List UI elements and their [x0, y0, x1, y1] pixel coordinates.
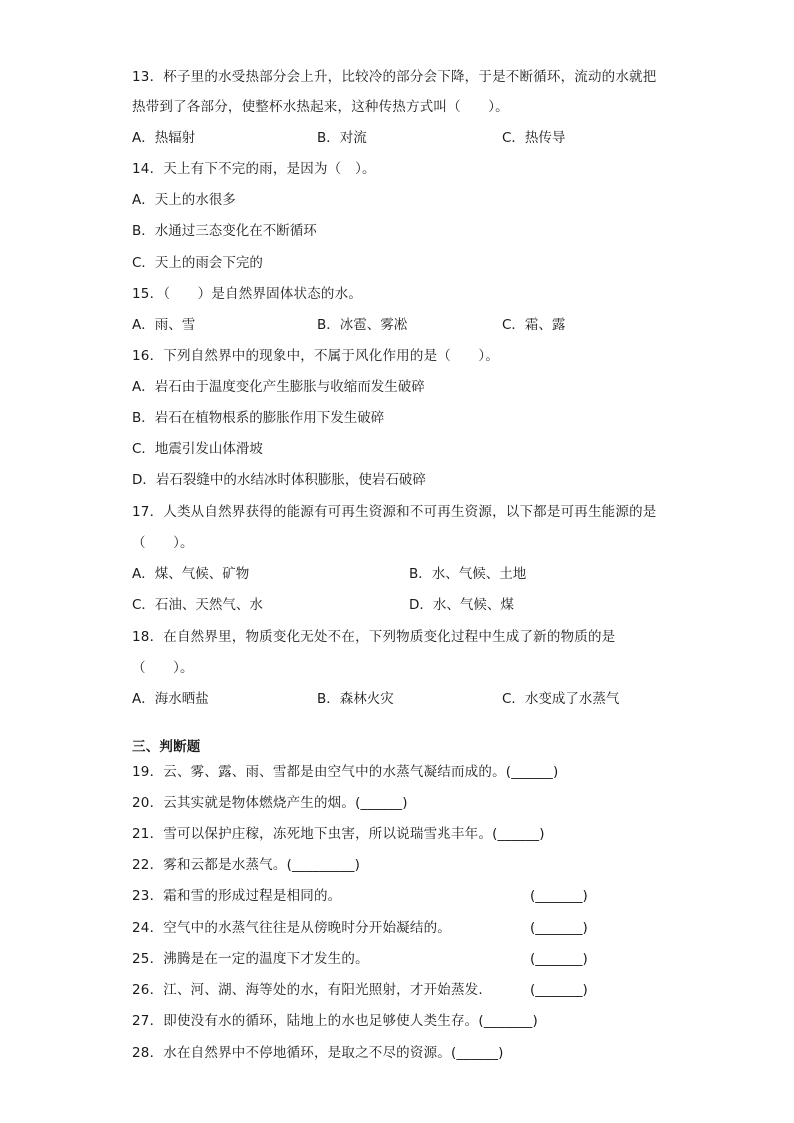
q15-option-c[interactable]: C．霜、露 [502, 317, 566, 333]
q15-option-a[interactable]: A．雨、雪 [132, 317, 196, 333]
q25-statement: 25．沸腾是在一定的温度下才发生的。 [132, 951, 369, 967]
q22-statement[interactable]: 22．雾和云都是水蒸气。(_________) [132, 857, 361, 873]
q16-option-c[interactable]: C．地震引发山体滑坡 [132, 441, 263, 457]
q16-option-b[interactable]: B．岩石在植物根系的膨胀作用下发生破碎 [132, 410, 385, 426]
q16-option-a[interactable]: A．岩石由于温度变化产生膨胀与收缩而发生破碎 [132, 379, 425, 395]
q13-option-c[interactable]: C．热传导 [502, 130, 566, 146]
q13-option-a[interactable]: A．热辐射 [132, 130, 196, 146]
q14-stem: 14．天上有下不完的雨，是因为（ ）。 [132, 161, 376, 177]
section-heading-judgment: 三、判断题 [132, 739, 201, 755]
q26-statement: 26．江、河、湖、海等处的水，有阳光照射，才开始蒸发. [132, 982, 483, 998]
q16-stem: 16．下列自然界中的现象中，不属于风化作用的是（ ）。 [132, 348, 500, 364]
q17-option-b[interactable]: B．水、气候、土地 [409, 566, 527, 582]
q20-statement[interactable]: 20．云其实就是物体燃烧产生的烟。(______) [132, 795, 408, 811]
q24-answer-blank[interactable]: (_______) [530, 920, 588, 936]
q18-option-b[interactable]: B．森林火灾 [317, 691, 394, 707]
q17-stem-line2: （ ）。 [132, 535, 194, 551]
q17-option-d[interactable]: D．水、气候、煤 [409, 597, 514, 613]
q14-option-a[interactable]: A．天上的水很多 [132, 192, 236, 208]
q13-option-b[interactable]: B．对流 [317, 130, 367, 146]
q27-statement[interactable]: 27．即使没有水的循环，陆地上的水也足够使人类生存。(_______) [132, 1013, 538, 1029]
q25-answer-blank[interactable]: (_______) [530, 951, 588, 967]
q15-stem: 15．（ ）是自然界固体状态的水。 [132, 286, 363, 302]
q13-stem-line2: 热带到了各部分，使整杯水热起来，这种传热方式叫（ ）。 [132, 99, 509, 115]
q17-option-c[interactable]: C．石油、天然气、水 [132, 597, 263, 613]
q21-statement[interactable]: 21．雪可以保护庄稼，冻死地下虫害，所以说瑞雪兆丰年。(______) [132, 826, 545, 842]
q23-answer-blank[interactable]: (_______) [530, 888, 588, 904]
q24-statement: 24．空气中的水蒸气往往是从傍晚时分开始凝结的。 [132, 920, 451, 936]
q19-statement[interactable]: 19．云、雾、露、雨、雪都是由空气中的水蒸气凝结而成的。(______) [132, 764, 559, 780]
q15-option-b[interactable]: B．冰雹、雾凇 [317, 317, 408, 333]
q18-stem-line1: 18．在自然界里，物质变化无处不在，下列物质变化过程中生成了新的物质的是 [132, 629, 616, 645]
q26-answer-blank[interactable]: (_______) [530, 982, 588, 998]
q18-option-c[interactable]: C．水变成了水蒸气 [502, 691, 620, 707]
q14-option-b[interactable]: B．水通过三态变化在不断循环 [132, 223, 317, 239]
q16-option-d[interactable]: D．岩石裂缝中的水结冰时体积膨胀，使岩石破碎 [132, 472, 426, 488]
q28-statement[interactable]: 28．水在自然界中不停地循环，是取之不尽的资源。(______) [132, 1045, 504, 1061]
q17-stem-line1: 17．人类从自然界获得的能源有可再生资源和不可再生资源，以下都是可再生能源的是 [132, 504, 657, 520]
q14-option-c[interactable]: C．天上的雨会下完的 [132, 255, 263, 271]
q17-option-a[interactable]: A．煤、气候、矿物 [132, 566, 250, 582]
q13-stem-line1: 13．杯子里的水受热部分会上升，比较冷的部分会下降，于是不断循环，流动的水就把 [132, 69, 657, 85]
q23-statement: 23．霜和雪的形成过程是相同的。 [132, 888, 342, 904]
q18-option-a[interactable]: A．海水晒盐 [132, 691, 209, 707]
q18-stem-line2: （ ）。 [132, 660, 194, 676]
